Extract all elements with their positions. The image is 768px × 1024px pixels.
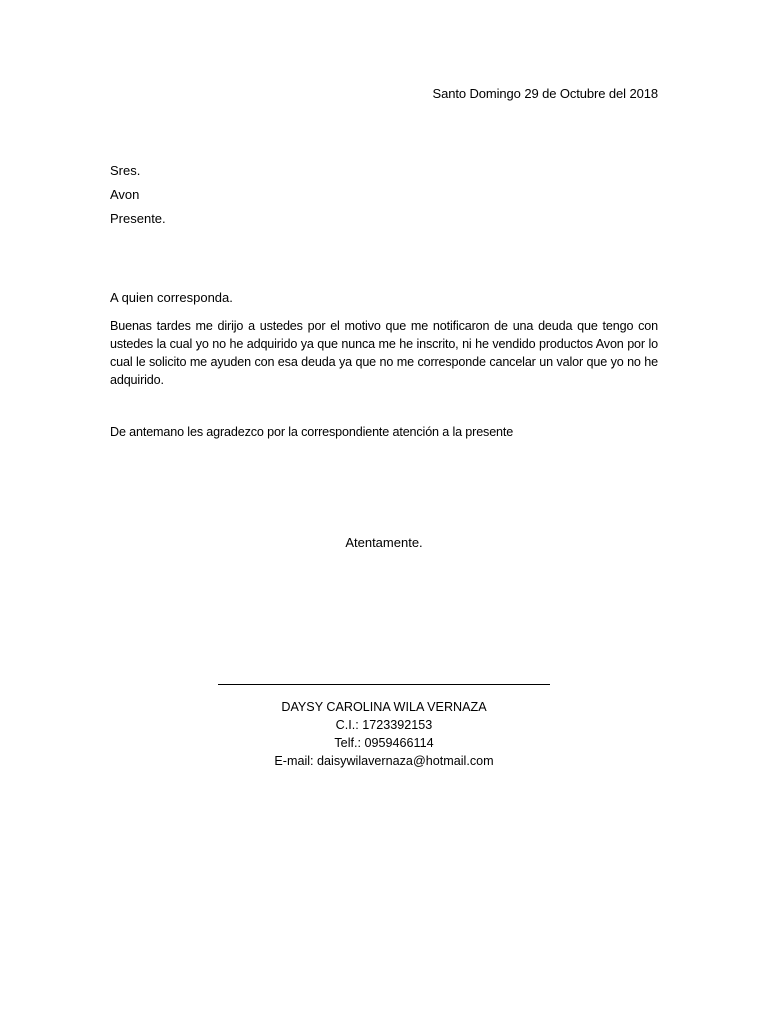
signature-line xyxy=(218,684,550,685)
addressee-presente: Presente. xyxy=(110,211,166,226)
signer-phone: Telf.: 0959466114 xyxy=(334,736,434,750)
addressee-title: Sres. xyxy=(110,163,141,178)
signature-block xyxy=(0,698,768,770)
addressee-company: Avon xyxy=(110,187,140,202)
closing: Atentamente. xyxy=(345,535,423,550)
letter-date: Santo Domingo 29 de Octubre del 2018 xyxy=(432,86,658,101)
signer-ci: C.I.: 1723392153 xyxy=(335,718,433,732)
thanks-line: De antemano les agradezco por la correspondiente atención a la presente xyxy=(110,425,514,439)
signer-email: E-mail: daisywilavernaza@hotmail.com xyxy=(274,754,494,768)
letter-body: Buenas tardes me dirijo a ustedes por el motivo que me notificaron de una deuda que tengo con ustedes la cual yo no he adquirido ya que nunca me he inscrito, ni he vendido productos Avon por lo cual le solicito me ayuden con esa deuda ya que no me corresponde cancelar un valor que yo no he adquirido. xyxy=(110,319,658,387)
addressee-block xyxy=(110,162,166,234)
salutation: A quien corresponda. xyxy=(110,290,233,305)
signer-name: DAYSY CAROLINA WILA VERNAZA xyxy=(281,700,487,714)
